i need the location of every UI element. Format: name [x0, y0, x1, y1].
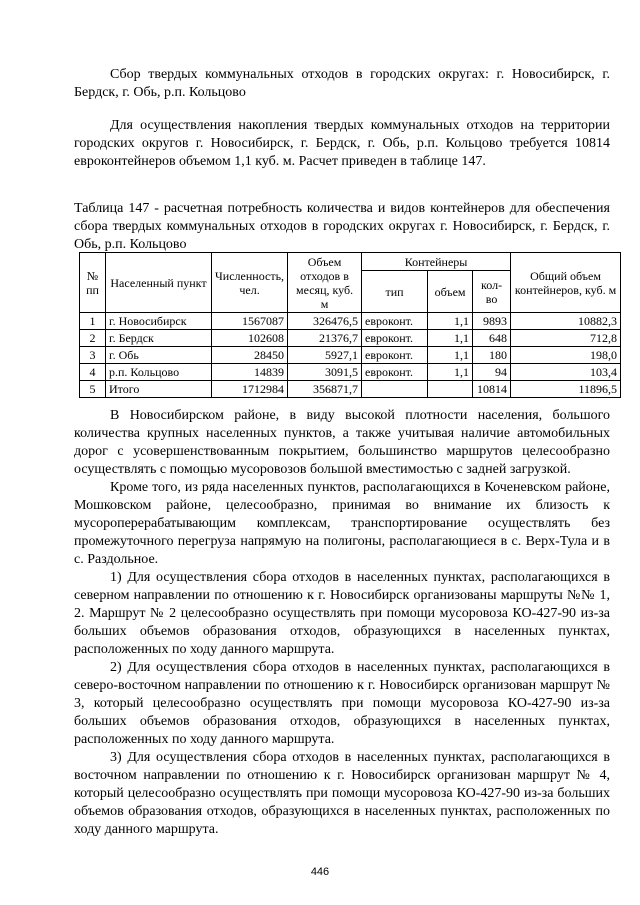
table-row [80, 347, 621, 364]
cell-type: евроконт. [362, 330, 428, 347]
paragraph-5: 3) Для осуществления сбора отходов в населенных пунктах, располагающихся в восточном направлении по отношению к г. Новосибирск организован маршрут № 4, который целесообразно осуществлять при помощи мусоровоза КО-427-90 из-за больших объемов образования отходов, образующихся в населенных пунктах, расположенных по ходу данного маршрута. [74, 750, 610, 837]
cell-total: 11896,5 [511, 381, 621, 398]
cell-volume: 3091,5 [288, 364, 362, 381]
table-caption-block [74, 200, 610, 254]
cell-cont-volume: 1,1 [428, 364, 473, 381]
section-title-block [74, 66, 610, 102]
body-paragraphs [74, 407, 610, 839]
page-number: 446 [310, 866, 330, 878]
header-num: № пп [80, 253, 106, 313]
cell-count: 10814 [473, 381, 511, 398]
paragraph-2: Кроме того, из ряда населенных пунктов, располагающихся в Коченевском районе, Мошковском районе, целесообразно, принимая во внимание их близость к мусороперерабатывающим комплексам, транспортирование осуществлять без промежуточного перегруза напрямую на полигоны, располагающиеся в с. Верх-Тула и в с. Раздольное. [74, 480, 610, 567]
header-total: Общий объем контейнеров, куб. м [511, 253, 621, 313]
cell-population: 28450 [212, 347, 288, 364]
header-volume: Объем отходов в месяц, куб. м [288, 253, 362, 313]
cell-population: 1712984 [212, 381, 288, 398]
cell-settlement: г. Бердск [106, 330, 212, 347]
cell-type: евроконт. [362, 313, 428, 330]
cell-volume: 21376,7 [288, 330, 362, 347]
cell-count: 9893 [473, 313, 511, 330]
cell-num: 4 [80, 364, 106, 381]
table-body [80, 313, 621, 398]
cell-population: 102608 [212, 330, 288, 347]
cell-num: 3 [80, 347, 106, 364]
containers-table [79, 252, 621, 398]
cell-type: евроконт. [362, 347, 428, 364]
header-type: тип [362, 271, 428, 313]
cell-population: 14839 [212, 364, 288, 381]
cell-num: 5 [80, 381, 106, 398]
table-row [80, 313, 621, 330]
cell-volume: 356871,7 [288, 381, 362, 398]
intro-paragraph: Для осуществления накопления твердых коммунальных отходов на территории городских округов г. Новосибирск, г. Бердск, г. Обь, р.п. Кольцово требуется 10814 евроконтейнеров объемом 1,1 куб. м. Расчет приведен в таблице 147. [74, 118, 610, 169]
header-settlement: Населенный пункт [106, 253, 212, 313]
cell-cont-volume: 1,1 [428, 347, 473, 364]
cell-cont-volume: 1,1 [428, 330, 473, 347]
cell-count: 180 [473, 347, 511, 364]
paragraph-1: В Новосибирском районе, в виду высокой плотности населения, большого количества крупных населенных пунктов, а также учитывая наличие автомобильных дорог с усовершенствованным покрытием, большинство маршрутов целесообразно осуществлять с помощью мусоровозов большой вместимостью с задней загрузкой. [74, 408, 610, 477]
header-count: кол-во [473, 271, 511, 313]
cell-total: 712,8 [511, 330, 621, 347]
section-title: Сбор твердых коммунальных отходов в городских округах: г. Новосибирск, г. Бердск, г. Обь, р.п. Кольцово [74, 67, 610, 100]
cell-count: 94 [473, 364, 511, 381]
cell-settlement: Итого [106, 381, 212, 398]
cell-settlement: р.п. Кольцово [106, 364, 212, 381]
cell-total: 103,4 [511, 364, 621, 381]
cell-population: 1567087 [212, 313, 288, 330]
cell-volume: 326476,5 [288, 313, 362, 330]
cell-type [362, 381, 428, 398]
table-row [80, 381, 621, 398]
cell-num: 2 [80, 330, 106, 347]
cell-settlement: г. Обь [106, 347, 212, 364]
header-population: Численность, чел. [212, 253, 288, 313]
intro-block [74, 117, 610, 171]
cell-volume: 5927,1 [288, 347, 362, 364]
cell-total: 198,0 [511, 347, 621, 364]
cell-cont-volume [428, 381, 473, 398]
cell-cont-volume: 1,1 [428, 313, 473, 330]
cell-count: 648 [473, 330, 511, 347]
paragraph-3: 1) Для осуществления сбора отходов в населенных пунктах, располагающихся в северном направлении по отношению к г. Новосибирск организованы маршруты №№ 1, 2. Маршрут № 2 целесообразно осуществлять при помощи мусоровоза КО-427-90 из-за больших объемов образования отходов, образующихся в населенных пунктах, расположенных по ходу данного маршрута. [74, 570, 610, 657]
cell-settlement: г. Новосибирск [106, 313, 212, 330]
table-row [80, 364, 621, 381]
table-caption: Таблица 147 - расчетная потребность количества и видов контейнеров для обеспечения сбора твердых коммунальных отходов в городских округах г. Новосибирск, г. Бердск, г. Обь, р.п. Кольцово [74, 201, 610, 252]
header-containers: Контейнеры [362, 253, 511, 271]
paragraph-4: 2) Для осуществления сбора отходов в населенных пунктах, располагающихся в северо-восточном направлении по отношению к г. Новосибирск организован маршрут № 3, который целесообразно осуществлять при помощи мусоровоза КО-427-90 из-за больших объемов образования отходов, образующихся в населенных пунктах, расположенных по ходу данного маршрута. [74, 660, 610, 747]
cell-type: евроконт. [362, 364, 428, 381]
cell-num: 1 [80, 313, 106, 330]
header-cont-volume: объем [428, 271, 473, 313]
table-row [80, 330, 621, 347]
cell-total: 10882,3 [511, 313, 621, 330]
